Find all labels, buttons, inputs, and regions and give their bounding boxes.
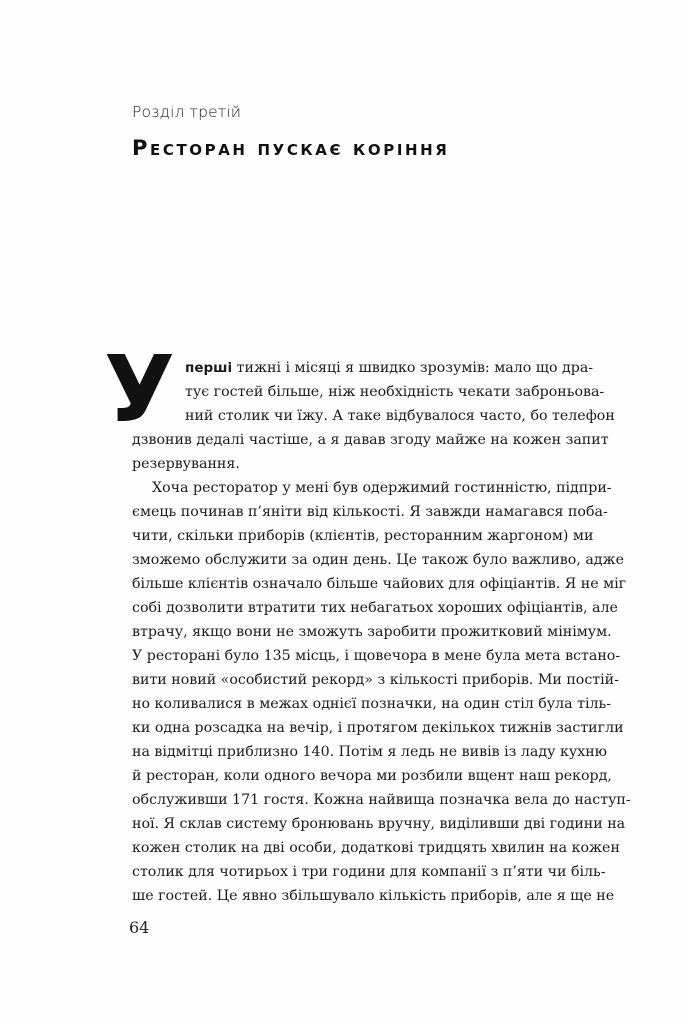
text-line: тує гостей більше, ніж необхідність чекати заброньова- [185, 384, 605, 400]
page-number: 64 [129, 918, 150, 937]
text-line: обслуживши 171 гостя. Кожна найвища позначка вела до наступ- [132, 792, 631, 808]
text-line: но коливалися в межах однієї позначки, на один стіл була тіль- [132, 696, 612, 712]
text-line: дзвонив дедалі частіше, а я давав згоду майже на кожен запит [132, 432, 609, 448]
text-line: зможемо обслужити за один день. Це також було важливо, адже [132, 552, 624, 568]
text-line: кожен столик на дві особи, додаткові тридцять хвилин на кожен [132, 840, 620, 856]
text-line: й ресторан, коли одного вечора ми розбили вщент наш рекорд, [132, 768, 612, 784]
text-line: на відмітці приблизно 140. Потім я ледь не вивів із ладу кухню [132, 744, 608, 760]
text-line: У ресторані було 135 місць, і щовечора в мене була мета встано- [132, 648, 621, 664]
lead-word: перші [185, 360, 233, 376]
text-line: столик для чотирьох і три години для компанії з п’яти чи біль- [132, 864, 606, 880]
drop-cap: У [104, 336, 175, 443]
text-line: ний столик чи їжу. А таке відбувалося часто, бо телефон [185, 408, 615, 424]
text-line: вити новий «особистий рекорд» з кількості приборів. Ми постій- [132, 672, 619, 688]
text-line: ємець починав п’яніти від кількості. Я завжди намагався поба- [132, 504, 608, 520]
text-line: перші тижні і місяці я швидко зрозумів: мало що дра- [185, 360, 594, 376]
body-text [104, 336, 631, 908]
chapter-title: Ресторан пускає коріння [132, 136, 450, 160]
text-line: чити, скільки приборів (клієнтів, ресторанним жаргоном) ми [132, 528, 594, 544]
text-line: більше клієнтів означало більше чайових для офіціантів. Я не міг [132, 576, 627, 592]
text-line: втрачу, якщо вони не зможуть заробити прожитковий мінімум. [132, 624, 612, 640]
text-line: Хоча ресторатор у мені був одержимий гостинністю, підпри- [152, 480, 612, 496]
text-line: ної. Я склав систему бронювань вручну, виділивши дві години на [132, 816, 626, 832]
text-line: резервування. [132, 456, 240, 472]
text-line: ше гостей. Це явно збільшувало кількість приборів, але я ще не [132, 888, 615, 904]
text-line: собі дозволити втратити тих небагатьох хороших офіціантів, але [132, 600, 618, 616]
chapter-label: Розділ третій [132, 103, 242, 121]
text-line: ки одна розсадка на вечір, і протягом декількох тижнів застигли [132, 720, 624, 736]
